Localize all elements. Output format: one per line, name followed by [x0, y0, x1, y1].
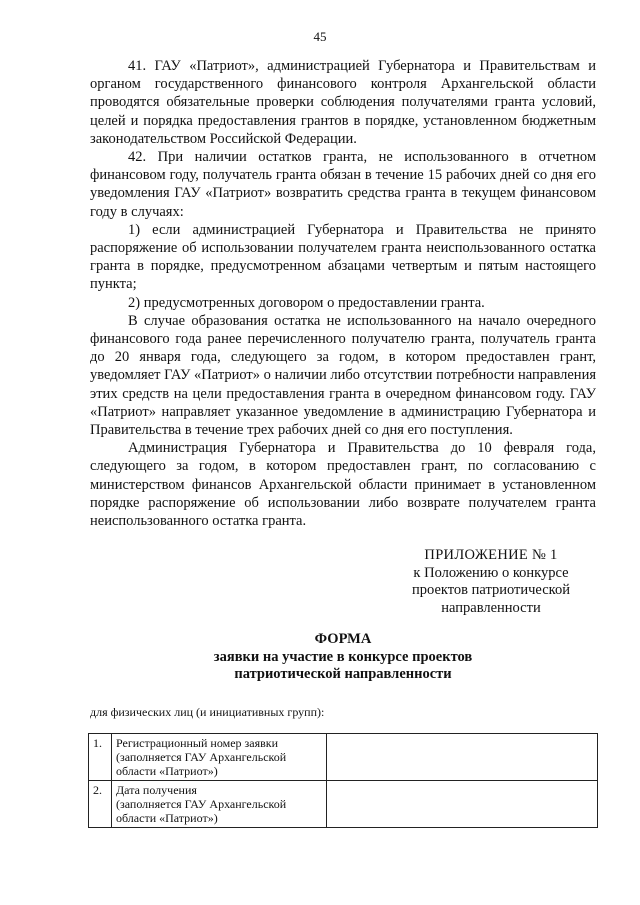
- paragraph-administration-decision: Администрация Губернатора и Правительства до 10 февраля года, следующего за годом, в котором предоставлен грант, по согласованию с министерством финансов Архангельской области принимает в установленном порядке распоряжение об использовании либо возврате получателем гранта неиспользованного остатка гранта.: [90, 440, 596, 530]
- row-label: [112, 734, 327, 781]
- form-subtitle: заявки на участие в конкурсе проектов: [213, 648, 473, 665]
- row-number: 1.: [89, 734, 112, 781]
- applicant-type-label: для физических лиц (и инициативных групп):: [90, 705, 325, 719]
- row-label-line: Дата получения: [116, 783, 197, 797]
- row-label-line: (заполняется ГАУ Архангельской: [116, 797, 287, 811]
- paragraph-41: 41. ГАУ «Патриот», администрацией Губернатора и Правительствам и органом государственного финансового контроля Архангельской области проводятся обязательные проверки соблюдения получателями гранта условий, целей и порядка предоставления грантов в порядке, установленном бюджетным законодательством Российской Федерации.: [90, 58, 596, 147]
- paragraph-42-item-2: 2) предусмотренных договором о предоставлении гранта.: [128, 294, 485, 311]
- registration-number-field[interactable]: [327, 734, 598, 781]
- row-number: 2.: [89, 781, 112, 828]
- row-label-line: Регистрационный номер заявки: [116, 736, 279, 750]
- table-row: [89, 734, 598, 781]
- form-title: ФОРМА: [314, 631, 372, 647]
- page-number: 45: [313, 29, 327, 44]
- application-form-table: [88, 733, 598, 828]
- form-heading: [90, 631, 596, 684]
- form-subtitle: патриотической направленности: [234, 666, 452, 682]
- appendix-line: проектов патриотической: [412, 582, 570, 598]
- appendix-line: к Положению о конкурсе: [413, 564, 569, 581]
- row-label-line: области «Патриот»): [116, 811, 218, 825]
- appendix-line: направленности: [441, 599, 541, 616]
- table-row: [89, 781, 598, 828]
- document-body: [90, 57, 596, 530]
- appendix-title: ПРИЛОЖЕНИЕ № 1: [424, 547, 558, 563]
- row-label-line: области «Патриот»): [116, 764, 218, 778]
- paragraph-42: 42. При наличии остатков гранта, не использованного в отчетном финансовом году, получатель гранта обязан в течение 15 рабочих дней со дня его уведомления ГАУ «Патриот» возвратить средства гранта в текущем финансовом году в случаях:: [90, 149, 596, 220]
- row-label-line: (заполняется ГАУ Архангельской: [116, 750, 287, 764]
- paragraph-42-item-1: 1) если администрацией Губернатора и Правительства не принято распоряжение об использовании получателем гранта неиспользованного остатка гранта в порядке, предусмотренном абзацами четвертым и пятым настоящего пункта;: [90, 221, 596, 293]
- receipt-date-field[interactable]: [327, 781, 598, 828]
- paragraph-remainder-notice: В случае образования остатка не использованного на начало очередного финансового года ранее перечисленного получателю гранта, получатель гранта до 20 января года, следующего за годом, в котором предоставлен грант, уведомляет ГАУ «Патриот» о наличии либо отсутствии потребности направления этих средств на цели предоставления гранта в очередном финансовом году. ГАУ «Патриот» направляет указанное уведомление в администрацию Губернатора и Правительства в течение трех рабочих дней со дня его поступления.: [90, 312, 596, 439]
- appendix-header: [396, 547, 586, 617]
- row-label: [112, 781, 327, 828]
